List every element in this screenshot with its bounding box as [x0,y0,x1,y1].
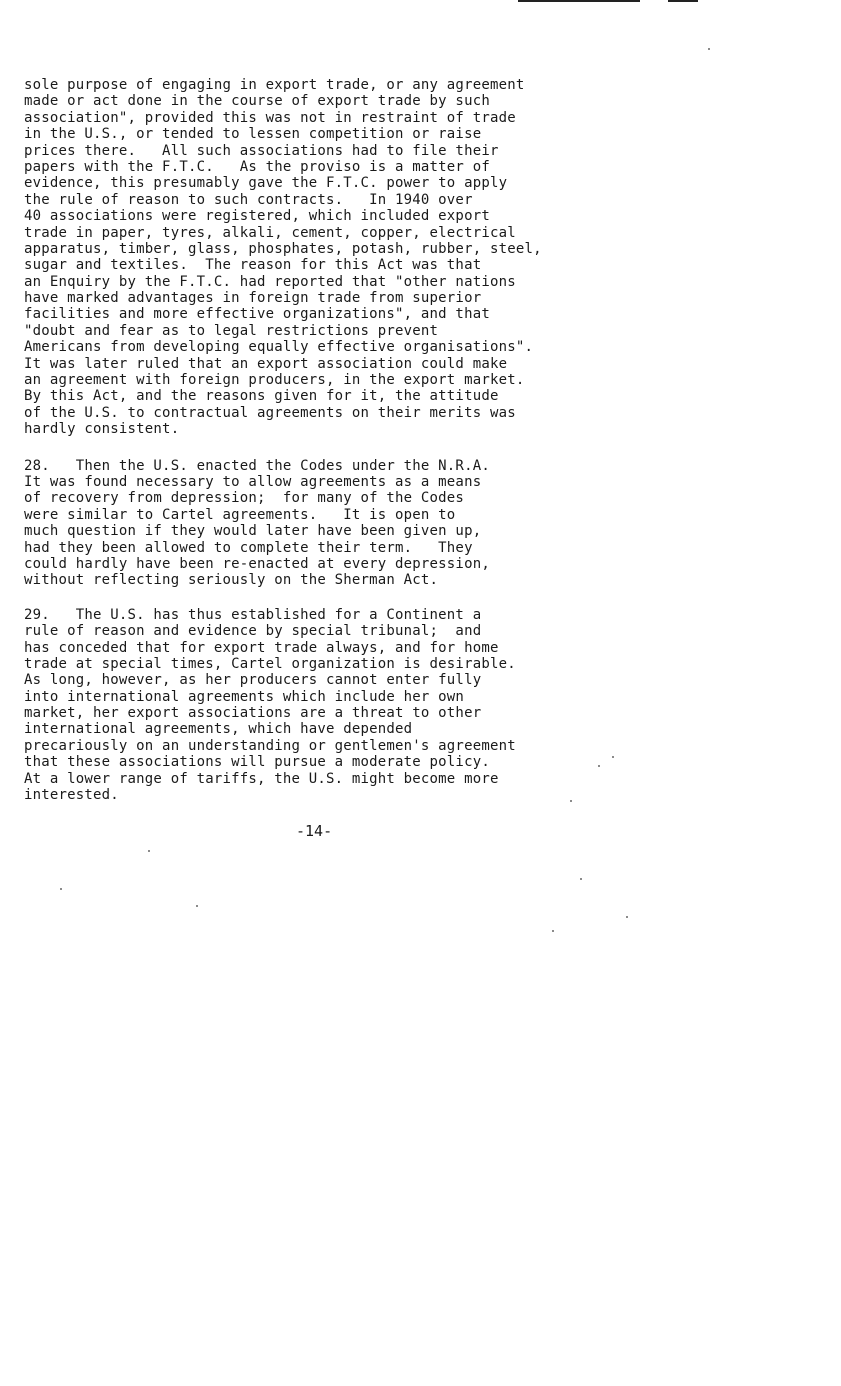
scan-speck [60,888,62,890]
text-line: papers with the F.T.C. As the proviso is a matter of [24,158,490,175]
text-line: in the U.S., or tended to lessen competition or raise [24,126,482,143]
text-line: that these associations will pursue a moderate policy. [24,754,490,771]
text-line: much question if they would later have been given up, [24,523,482,540]
text-line: It was later ruled that an export association could make [24,355,508,372]
text-line: precariously on an understanding or gentlemen's agreement [24,737,516,754]
paragraph-gap [24,589,624,607]
paragraph-27-continued [24,77,624,438]
text-line: could hardly have been re-enacted at every depression, [24,555,490,572]
text-line: It was found necessary to allow agreements as a means [24,473,482,490]
scan-speck [598,765,600,767]
text-line: into international agreements which include her own [24,688,465,705]
text-line: interested. [24,787,119,804]
scan-speck [612,756,614,758]
text-line: international agreements, which have depended [24,721,413,738]
paragraph-28 [24,458,624,589]
scan-speck [570,800,572,802]
text-line: hardly consistent. [24,421,180,438]
text-line: an Enquiry by the F.T.C. had reported that "other nations [24,273,516,290]
text-line: sole purpose of engaging in export trade, or any agreement [24,77,525,93]
text-line: At a lower range of tariffs, the U.S. might become more [24,770,499,787]
scan-speck [552,930,554,932]
text-line: 40 associations were registered, which included export [24,208,490,225]
text-line: made or act done in the course of export trade by such [24,93,490,110]
text-line: an agreement with foreign producers, in the export market. [24,372,525,389]
text-line: evidence, this presumably gave the F.T.C. power to apply [24,175,508,192]
text-line: 28. Then the U.S. enacted the Codes under the N.R.A. [24,457,490,474]
text-line: association", provided this was not in restraint of trade [24,109,516,126]
text-line: trade in paper, tyres, alkali, cement, copper, electrical [24,224,516,241]
text-line: prices there. All such associations had to file their [24,142,499,159]
paragraph-29 [24,607,624,804]
text-line: By this Act, and the reasons given for it, the attitude [24,388,499,405]
text-line: had they been allowed to complete their term. They [24,539,473,556]
top-rule-left [518,0,640,2]
text-line: without reflecting seriously on the Sherman Act. [24,572,439,589]
text-line: "doubt and fear as to legal restrictions prevent [24,322,439,339]
text-line: of the U.S. to contractual agreements on their merits was [24,404,516,421]
text-line: were similar to Cartel agreements. It is open to [24,506,456,523]
text-line: has conceded that for export trade always, and for home [24,639,499,656]
scan-speck [626,916,628,918]
paragraph-gap [24,438,624,458]
text-line: trade at special times, Cartel organization is desirable. [24,655,516,672]
text-line: facilities and more effective organizations", and that [24,306,490,323]
text-line: sugar and textiles. The reason for this Act was that [24,257,482,274]
document-body [24,77,624,803]
text-line: Americans from developing equally effective organisations". [24,339,534,356]
scan-speck [708,48,710,50]
text-line: apparatus, timber, glass, phosphates, potash, rubber, steel, [24,240,542,257]
text-line: rule of reason and evidence by special tribunal; and [24,623,482,640]
top-rule-right [668,0,698,2]
page-number: -14- [296,822,333,840]
scan-speck [148,850,150,852]
text-line: of recovery from depression; for many of the Codes [24,490,465,507]
text-line: market, her export associations are a threat to other [24,705,482,722]
scan-speck [196,905,198,907]
scan-speck [580,878,582,880]
text-line: the rule of reason to such contracts. In 1940 over [24,191,473,208]
text-line: have marked advantages in foreign trade from superior [24,290,482,307]
text-line: As long, however, as her producers cannot enter fully [24,672,482,689]
text-line: 29. The U.S. has thus established for a Continent a [24,606,482,623]
